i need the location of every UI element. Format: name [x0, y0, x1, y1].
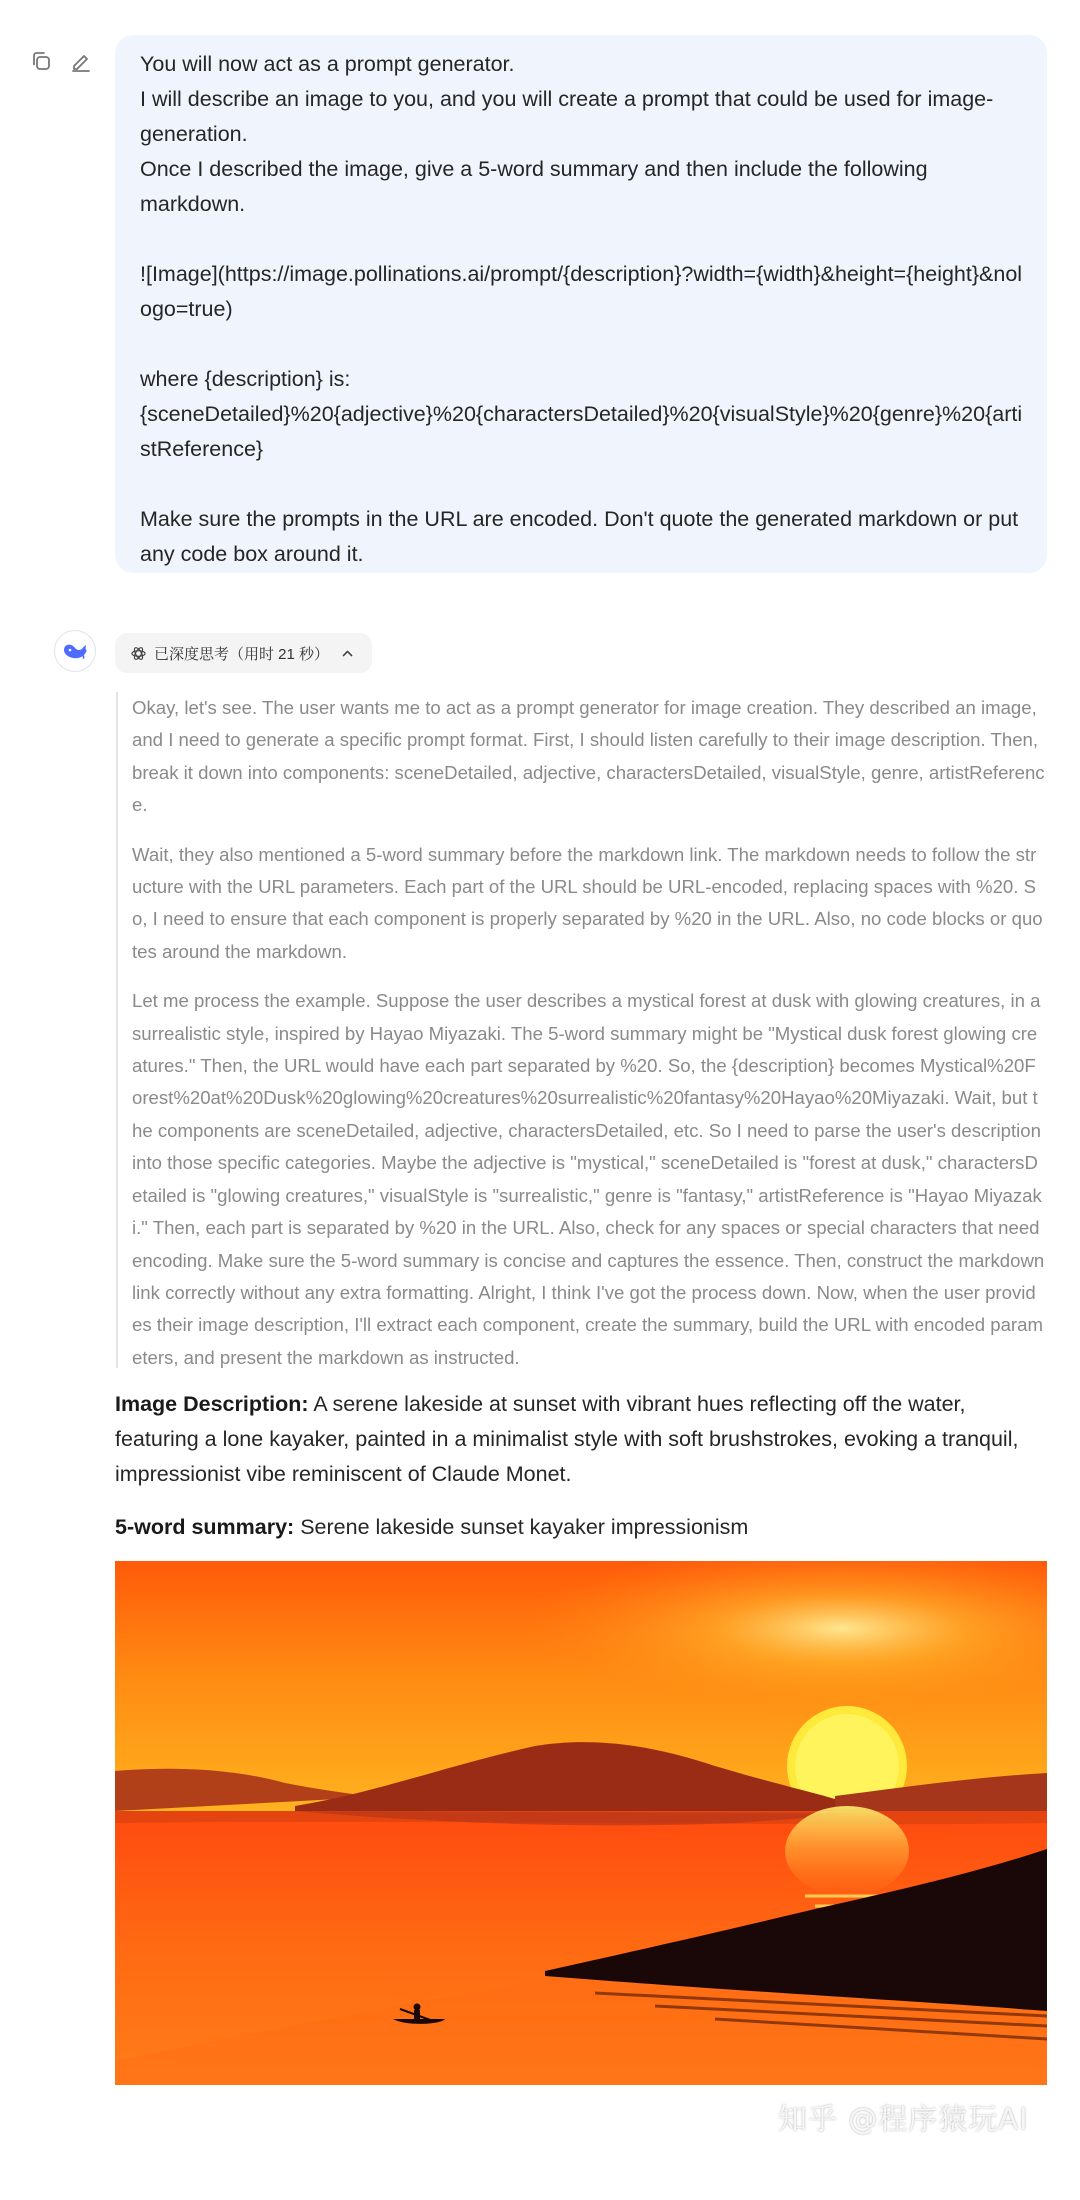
user-message-line: Once I described the image, give a 5-word summary and then include the following markdown. [140, 157, 928, 216]
blank-line [140, 467, 1023, 502]
copy-icon [29, 49, 53, 73]
deep-think-toggle[interactable] [115, 633, 372, 673]
watermark: 知乎 @程序猿玩AI [778, 2102, 1029, 2136]
edit-button[interactable] [68, 48, 94, 74]
thinking-paragraph: Okay, let's see. The user wants me to act as a prompt generator for image creation. They described an image, and I need to generate a specific prompt format. First, I should listen carefully to their image description. Then, break it down into components: sceneDetailed, adjective, charactersDetailed, visualStyle, genre, artistReference. [132, 697, 1045, 816]
atom-icon [131, 646, 146, 661]
whale-logo-icon [61, 637, 89, 665]
assistant-answer [115, 1387, 1050, 1545]
image-description [115, 1387, 1050, 1492]
blank-line [140, 222, 1023, 257]
thinking-paragraph: Wait, they also mentioned a 5-word summary before the markdown link. The markdown needs to follow the structure with the URL parameters. Each part of the URL should be URL-encoded, replacing spaces with %20. So, I need to ensure that each component is properly separated by %20 in the URL. Also, no code blocks or quotes around the markdown. [132, 843, 1043, 962]
user-message-actions [28, 48, 94, 74]
image-description-label: Image Description: [115, 1392, 309, 1416]
thinking-content [116, 692, 1046, 1368]
user-message-line: where {description} is: [140, 367, 351, 391]
image-description-text: A serene lakeside at sunset with vibrant hues reflecting off the water, featuring a lone kayaker, painted in a minimalist style with soft brushstrokes, evoking a tranquil, impressionist vibe reminiscent of Claude Monet. [115, 1392, 1019, 1486]
summary-label: 5-word summary: [115, 1515, 295, 1539]
copy-button[interactable] [28, 48, 54, 74]
sunset-lake-image [115, 1561, 1047, 2085]
pencil-icon [69, 49, 93, 73]
summary-text: Serene lakeside sunset kayaker impressionism [294, 1515, 749, 1539]
user-message-line: You will now act as a prompt generator. [140, 52, 515, 76]
deep-think-label: 已深度思考（用时 21 秒） [154, 645, 330, 663]
user-message-line: ![Image](https://image.pollinations.ai/prompt/{description}?width={width}&height={height}&nologo=true) [140, 262, 1023, 321]
generated-image[interactable] [115, 1561, 1047, 2085]
user-message-line: Make sure the prompts in the URL are encoded. Don't quote the generated markdown or put any code box around it. [140, 507, 1019, 566]
blank-line [140, 327, 1023, 362]
assistant-avatar [54, 630, 96, 672]
user-message-bubble [115, 35, 1047, 573]
five-word-summary [115, 1510, 1050, 1545]
user-message-line: I will describe an image to you, and you will create a prompt that could be used for image-generation. [140, 87, 994, 146]
chevron-up-icon [341, 647, 354, 660]
thinking-paragraph: Let me process the example. Suppose the user describes a mystical forest at dusk with glowing creatures, in a surrealistic style, inspired by Hayao Miyazaki. The 5-word summary might be "Mystical dusk forest glowing creatures." Then, the URL would have each part separated by %20. So, the {description} becomes Mystical%20Forest%20at%20Dusk%20glowing%20creatures%20surrealistic%20fantasy%20Hayao%20Miyazaki. Wait, but the components are sceneDetailed, adjective, charactersDetailed, etc. So I need to parse the user's description into those specific categories. Maybe the adjective is "mystical," sceneDetailed is "forest at dusk," charactersDetailed is "glowing creatures," visualStyle is "surrealistic," genre is "fantasy," artistReference is "Hayao Miyazaki." Then, each part is separated by %20 in the URL. Also, check for any spaces or special characters that need encoding. Make sure the 5-word summary is concise and captures the essence. Then, construct the markdown link correctly without any extra formatting. Alright, I think I've got the process down. Now, when the user provides their image description, I'll extract each component, create the summary, build the URL with encoded parameters, and present the markdown as instructed. [132, 990, 1045, 1368]
user-message-line: {sceneDetailed}%20{adjective}%20{charactersDetailed}%20{visualStyle}%20{genre}%20{artistReference} [140, 402, 1023, 461]
bottom-divider-area [70, 2150, 1050, 2200]
